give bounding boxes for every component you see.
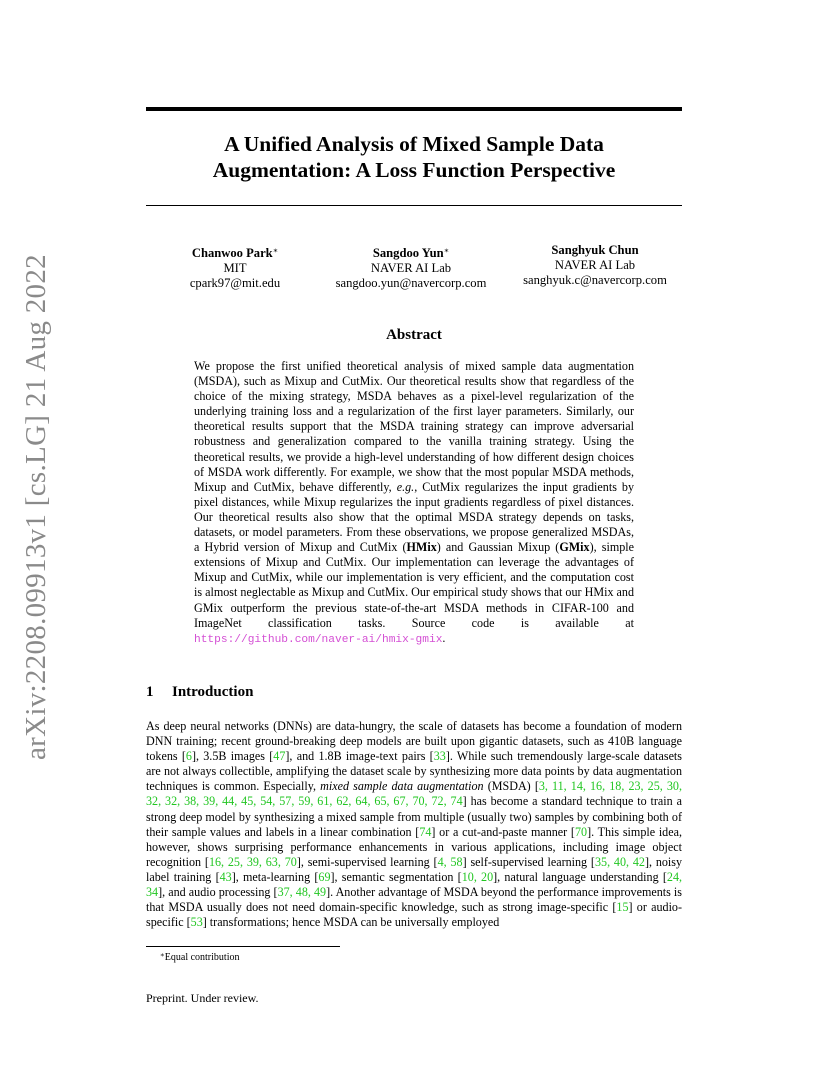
citation-link[interactable]: 33: [433, 749, 446, 764]
equal-contribution-mark: ∗: [272, 246, 279, 255]
author-affiliation: NAVER AI Lab: [554, 258, 636, 272]
citation-link[interactable]: 24, 34: [146, 869, 683, 900]
author-affiliation: MIT: [223, 261, 247, 275]
citation-link[interactable]: 70: [574, 824, 588, 839]
author-3: [510, 243, 680, 288]
citation-link[interactable]: 35, 40, 42: [594, 854, 645, 869]
citation-link[interactable]: 16, 25, 39, 63, 70: [208, 854, 297, 869]
title-bottom-rule: [146, 205, 682, 206]
citation-link[interactable]: 74: [419, 824, 432, 839]
intro-text: ]. While such tremendously large-scale datasets are not always collectible, amplifying the dataset scale by synthesizing more data points by data augmentation techniques is common. Especially,: [146, 749, 683, 794]
citation-link[interactable]: 53: [190, 915, 203, 930]
author-1: [166, 243, 304, 291]
citation-link[interactable]: 3, 11, 14, 16, 18, 23, 25, 30, 32, 32, 38, 39, 44, 45, 54, 57, 59, 61, 62, 64, 65, 67, 70, 72, 74: [146, 779, 682, 809]
title-top-rule: [146, 107, 682, 111]
intro-text: ] transformations; hence MSDA can be universally employed: [202, 915, 500, 930]
intro-text: As deep neural networks (DNNs) are data-hungry, the scale of datasets has become a foundation of modern DNN training; recent ground-breaking deep models are built upon gigantic datasets, such as 410B language tokens [: [146, 719, 682, 764]
intro-text: ], noisy label training [: [146, 854, 683, 884]
intro-text: ] or audio-specific [: [146, 900, 683, 930]
citation-link[interactable]: 69: [318, 869, 331, 884]
citation-link[interactable]: 15: [616, 900, 629, 915]
abstract-text-1: We propose the first unified theoretical analysis of mixed sample data augmentation (MSDA), such as Mixup and CutMix. Our theoretical results show that regardless of the choice of the mixing strategy, MSDA behaves as a pixel-level regularization of the underlying training loss and a regularization of the first layer parameters. Similarly, our theoretical results support that the MSDA training strategy can improve adversarial robustness and generalization compared to the vanilla training strategy. Using the theoretical results, we provide a high-level understanding of how different design choices of MSDA work differently. For example, we show that the most popular MSDA methods, Mixup and CutMix, behave differently,: [194, 359, 634, 494]
author-email: sanghyuk.c@navercorp.com: [523, 273, 667, 287]
intro-text: (MSDA) [: [483, 779, 539, 794]
author-email: cpark97@mit.edu: [189, 276, 281, 290]
intro-text: ], natural language understanding [: [493, 869, 667, 884]
intro-text: ]. Another advantage of MSDA beyond the performance improvements is that MSDA usually does not need domain-specific knowledge, such as strong image-specific [: [146, 885, 682, 915]
intro-text: ], semantic segmentation [: [330, 869, 462, 884]
introduction-body: [146, 719, 682, 930]
intro-text: ], and 1.8B image-text pairs [: [285, 749, 434, 764]
title-line-1: A Unified Analysis of Mixed Sample Data: [224, 132, 604, 156]
section-number: 1: [146, 684, 154, 700]
intro-text: ]. This simple idea, however, shows surprising performance enhancements in various applications, including image object recognition [: [146, 824, 682, 869]
abstract-text-4: ), simple extensions of Mixup and CutMix. Our implementation can leverage the advantages of Mixup and CutMix, while our implementation is very efficient, and the computation cost is almost neglectable as Mixup and CutMix. Our empirical study shows that our HMix and GMix outperform the previous state-of-the-art MSDA methods in CIFAR-100 and ImageNet classification tasks. Source code is available at: [194, 540, 634, 630]
abstract-body: [194, 359, 634, 648]
intro-text: ] has become a standard technique to train a strong deep model by synthesizing a mixed sample from multiple (usually two) samples by combining both of their sample values and labels in a linear combination [: [146, 794, 682, 839]
intro-text: ] or a cut-and-paste manner [: [431, 824, 575, 839]
intro-text: ], semi-supervised learning [: [296, 854, 438, 869]
abstract-text-2: , CutMix regularizes the input gradients by pixel distances, while Mixup regularizes the input gradients regardless of pixel distances. Our theoretical results also show that the optimal MSDA strategy depends on tasks, datasets, or model parameters. From these observations, we propose generalized MSDAs, a Hybrid version of Mixup and CutMix (: [194, 479, 634, 555]
abstract-period: .: [442, 630, 446, 645]
abstract-eg: e.g.: [396, 479, 415, 494]
author-name: Chanwoo Park: [191, 246, 273, 260]
author-name: Sanghyuk Chun: [551, 243, 639, 257]
section-title: Introduction: [172, 684, 254, 700]
footnote-mark: ∗: [160, 951, 165, 959]
title-line-2: Augmentation: A Loss Function Perspective: [212, 158, 616, 182]
citation-link[interactable]: 10, 20: [461, 869, 494, 884]
citation-link[interactable]: 37, 48, 49: [277, 885, 327, 900]
intro-text: ], 3.5B images [: [191, 749, 274, 764]
footnote-rule: [146, 946, 340, 947]
gmix-term: GMix: [559, 540, 590, 555]
intro-text: ], and audio processing [: [158, 885, 278, 900]
footnote: [160, 951, 239, 963]
arxiv-stamp: arXiv:2208.09913v1 [cs.LG] 21 Aug 2022: [20, 254, 52, 760]
intro-text: ], meta-learning [: [231, 869, 319, 884]
citation-link[interactable]: 47: [273, 749, 286, 764]
footnote-text: Equal contribution: [164, 952, 240, 963]
source-code-link[interactable]: https://github.com/naver-ai/hmix-gmix: [194, 633, 443, 646]
citation-link[interactable]: 43: [219, 869, 232, 884]
intro-text: ] self-supervised learning [: [462, 854, 595, 869]
abstract-text-3: ) and Gaussian Mixup (: [436, 540, 560, 555]
author-affiliation: NAVER AI Lab: [370, 261, 452, 275]
author-2: [326, 243, 496, 291]
preprint-notice: Preprint. Under review.: [146, 991, 259, 1005]
author-name: Sangdoo Yun: [372, 246, 444, 260]
citation-link[interactable]: 4, 58: [437, 854, 463, 869]
msda-term: mixed sample data augmentation: [320, 779, 484, 794]
author-block: [146, 243, 682, 293]
equal-contribution-mark: ∗: [443, 246, 450, 255]
hmix-term: HMix: [406, 540, 437, 555]
citation-link[interactable]: 6: [185, 749, 192, 764]
section-heading: [146, 684, 253, 701]
author-email: sangdoo.yun@navercorp.com: [335, 276, 487, 290]
abstract-heading: Abstract: [386, 327, 442, 343]
paper-title: [146, 131, 682, 183]
